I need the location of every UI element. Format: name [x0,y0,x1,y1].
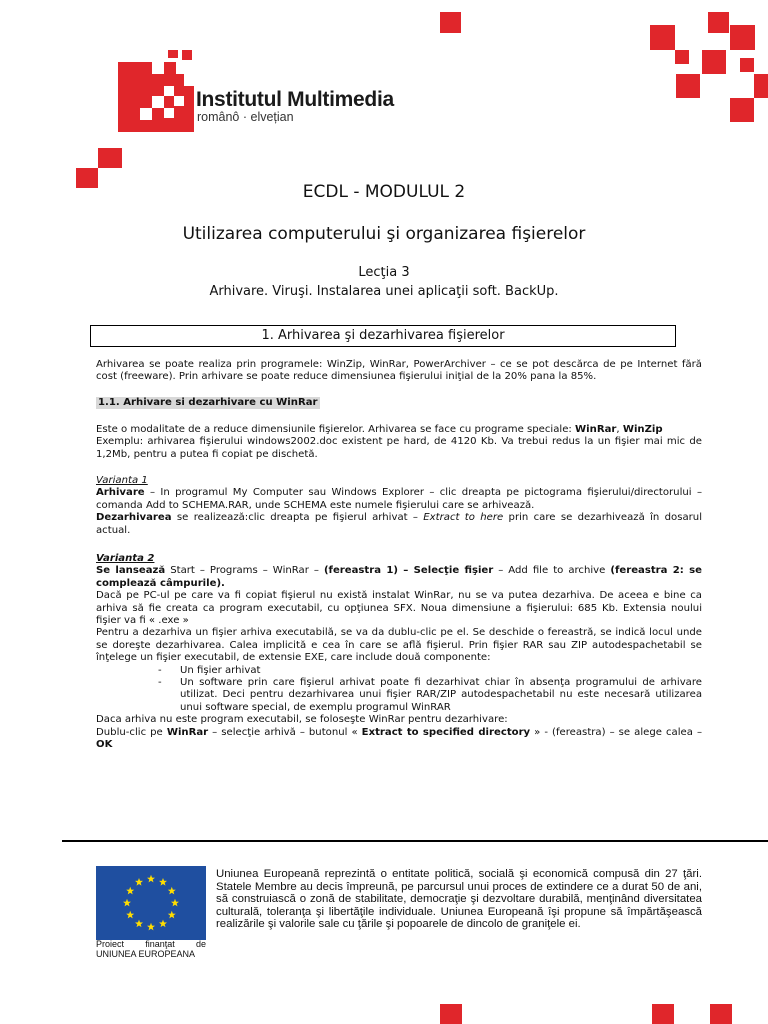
eu-star-icon [135,878,143,886]
eu-star-icon [168,911,176,919]
subheading: 1.1. Arhivare si dezarhivare cu WinRar [98,397,318,408]
section-heading: 1. Arhivarea şi dezarhivarea fişierelor [90,325,676,347]
eu-star-icon [159,920,167,928]
eu-star-icon [123,899,131,907]
variant-2-title: Varianta 2 [96,553,155,564]
intro-text: Arhivarea se poate realiza prin programele: WinZip, WinRar, PowerArchiver – ce se pot descărca de pe Internet fără cost (freeware). Prin arhivare se poate reduce dimensiunea fişierului iniţial de la 20% pana la 85%. [96,359,702,383]
logo-name: Institutul Multimedia [196,88,394,111]
variant-2 [96,553,702,752]
paragraph-block-1 [96,424,702,461]
paragraph-example: Exemplu: arhivarea fişierului windows2002.doc existent pe hard, de 4120 Kb. Va trebui redus la un fişier mai mic de 1,2Mb, pentru a putea fi copiat pe dischetă. [96,436,702,460]
eu-star-icon [126,911,134,919]
variant-1-extract: Dezarhivarea se realizează:clic dreapta pe fişierul arhivat – Extract to here prin care se dezarhivează în dosarul actual. [96,512,703,536]
eu-star-icon [147,875,155,883]
eu-caption-funded: Proiect finanţat de [96,939,206,949]
module-title: ECDL - MODULUL 2 [302,182,466,202]
eu-star-icon [168,887,176,895]
footer-divider [62,840,768,842]
lesson-number: Lecţia 3 [358,265,410,280]
eu-stars-icon [96,866,206,940]
eu-star-icon [126,887,134,895]
intro-paragraph [96,359,702,384]
module-subtitle: Utilizarea computerului şi organizarea fişierelor [182,224,586,244]
eu-description: Uniunea Europeană reprezintă o entitate politică, socială şi economică compusă din 27 ţări. Statele Membre au decis împreună, pe parcursul unui proces de extindere ce a durat 50 de ani, să construiască o zonă de stabilitate, democraţie şi dezvoltare durabilă, menţinând diversitatea culturală, toleranţa şi libertăţile individuale. Uniunea Europeană îşi propune să împărtăşească realizările şi valorile sale cu ţările şi popoarele de dincolo de graniţele ei. [216,868,702,931]
eu-star-icon [171,899,179,907]
paragraph-definition: Este o modalitate de a reduce dimensiunile fişierelor. Arhivarea se face cu programe speciale: WinRar, WinZip [96,424,663,435]
logo-mark-icon [118,50,194,132]
variant-1 [96,475,702,537]
list-item: - Un fişier arhivat [158,664,261,676]
eu-star-icon [159,878,167,886]
variant-2-nonexec: Daca arhiva nu este program executabil, se foloseşte WinRar pentru dezarhivare: [96,714,508,726]
variant-2-steps: Se lansează Start – Programs – WinRar – (fereastra 1) – Selecţie fişier – Add file to archive (fereastra 2: se complează câmpurile). [96,565,702,589]
variant-2-extract: Pentru a dezarhiva un fişier arhiva executabilă, se va da dublu-clic pe el. Se deschide o fereastră, se indică locul unde se doreşte dezarhivarea. Calea implicită e cea în care se află fişierul. Prin fişier RAR sau ZIP autodespachetabil se înţelege un fişier executabil, de extensie EXE, care include două componente: [96,627,702,664]
eu-star-icon [135,920,143,928]
subheading-block [96,397,702,409]
variant-1-title: Varianta 1 [96,475,148,486]
variant-2-final: Dublu-clic pe WinRar – selecţie arhivă – butonul « Extract to specified directory » - (fereastra) – se alege calea – OK [96,726,702,751]
logo-subtitle: românô · elvețian [197,110,294,124]
variant-2-sfx: Dacă pe PC-ul pe care va fi copiat fişierul nu există instalat WinRar, nu se va putea dezarhiva. De aceea e bine ca arhiva să fie creata ca program executabil, cu opţiunea SFX. Noua dimensiune a fişierului: 685 Kb. Extensia noului fişier va fi « .exe » [96,590,702,627]
eu-star-icon [147,923,155,931]
variant-1-archive: Arhivare – In programul My Computer sau Windows Explorer – clic dreapta pe pictograma fişierului/directorului – comanda Add to SCHEMA.RAR, unde SCHEMA este numele fişierului care se arhivează. [96,487,702,511]
eu-caption-union: UNIUNEA EUROPEANA [96,949,196,959]
eu-flag-icon [96,866,206,940]
lesson-topic: Arhivare. Viruşi. Instalarea unei aplicaţii soft. BackUp. [209,284,559,299]
list-item: - Un software prin care fişierul arhivat poate fi dezarhivat chiar în absenţa programului de arhivare utilizat. Deci pentru dezarhivarea unui fişier RAR/ZIP autodespachetabil nu este necesară utilizarea unui software special, de exemplu programul WinRAR [158,677,702,713]
